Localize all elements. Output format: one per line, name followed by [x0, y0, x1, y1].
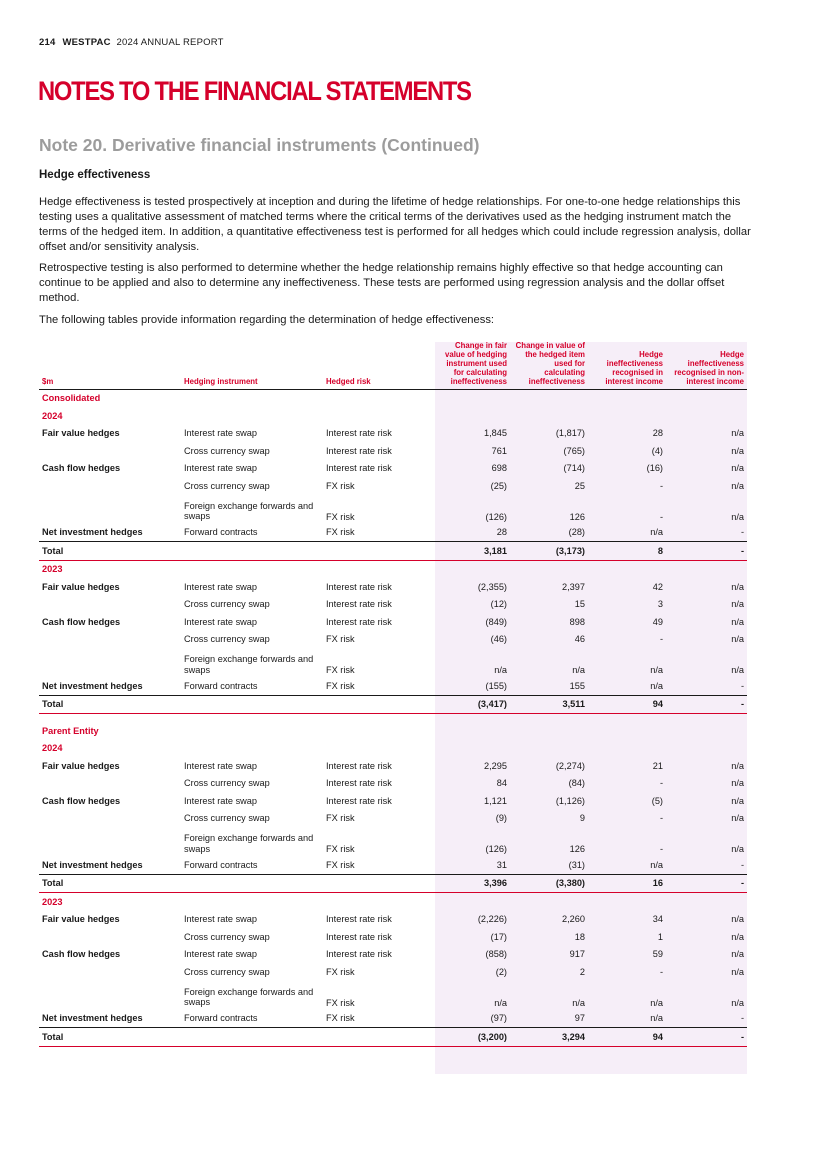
hedging-instrument-cell: Forward contracts: [184, 1013, 258, 1024]
empty-cell: [666, 740, 747, 758]
section-title: NOTES TO THE FINANCIAL STATEMENTS: [38, 76, 471, 106]
section-label: 2024: [42, 743, 63, 754]
interest-income-cell: -: [659, 634, 663, 645]
hedged-item-change-cell: 18: [574, 931, 585, 942]
non-interest-income-cell: n/a: [731, 795, 744, 806]
row-label: Cash flow hedges: [42, 616, 121, 627]
hedged-item-change-cell: (714): [563, 463, 585, 474]
fair-value-change-cell: (858): [485, 949, 507, 960]
hedged-item-change-cell: (3,380): [510, 874, 588, 893]
row-label: [39, 631, 181, 649]
interest-income-cell: n/a: [650, 859, 663, 870]
hedging-instrument-cell: Foreign exchange forwards and swaps: [184, 833, 314, 854]
hedging-instrument-cell: Foreign exchange forwards and swaps: [184, 654, 314, 675]
subheading: Hedge effectiveness: [39, 169, 151, 181]
row-label: [39, 928, 181, 946]
hedging-instrument-cell: Cross currency swap: [184, 931, 270, 942]
hedged-item-change-cell: 917: [569, 949, 585, 960]
row-label: Net investment hedges: [42, 527, 143, 538]
hedged-item-change-cell: 126: [569, 844, 585, 855]
hedged-risk-cell: FX risk: [326, 859, 355, 870]
non-interest-income-cell: -: [740, 1013, 744, 1024]
hedged-risk-cell: Interest rate risk: [326, 581, 392, 592]
total-row: [39, 1028, 747, 1047]
empty-cell: [510, 560, 588, 578]
table-row: [39, 981, 747, 1010]
row-label: Fair value hedges: [42, 581, 120, 592]
fair-value-change-cell: (97): [490, 1013, 507, 1024]
fair-value-change-cell: (155): [485, 680, 507, 691]
hedging-instrument-cell: Cross currency swap: [184, 599, 270, 610]
total-row: [39, 695, 747, 714]
hedging-instrument-cell: Forward contracts: [184, 680, 258, 691]
non-interest-income-cell: -: [666, 874, 747, 893]
fair-value-change-cell: (126): [485, 511, 507, 522]
hedged-risk-cell: Interest rate risk: [326, 445, 392, 456]
header-ineffectiveness-non-interest-income: Hedge ineffectiveness recognised in non-interest income: [666, 342, 747, 389]
hedged-risk-cell: FX risk: [326, 1013, 355, 1024]
section-label-row: [39, 740, 747, 758]
hedged-risk-cell: [323, 542, 436, 561]
hedging-instrument-cell: [181, 874, 323, 893]
spacer-cell: [39, 714, 747, 723]
hedging-instrument-cell: Forward contracts: [184, 859, 258, 870]
fair-value-change-cell: 1,121: [484, 795, 507, 806]
row-label: Fair value hedges: [42, 760, 120, 771]
row-label: Total: [39, 1028, 181, 1047]
fair-value-change-cell: (3,417): [436, 695, 510, 714]
interest-income-cell: 34: [652, 914, 663, 925]
hedged-item-change-cell: (765): [563, 445, 585, 456]
table-row: [39, 442, 747, 460]
non-interest-income-cell: n/a: [731, 511, 744, 522]
table-row: [39, 524, 747, 542]
interest-income-cell: (4): [651, 445, 663, 456]
header-change-fair-value-instrument: Change in fair value of hedging instrument used for calculating ineffectiveness: [436, 342, 510, 389]
row-label: [39, 963, 181, 981]
empty-cell: [666, 389, 747, 407]
non-interest-income-cell: n/a: [731, 634, 744, 645]
fair-value-change-cell: n/a: [494, 997, 507, 1008]
report-name: 2024 ANNUAL REPORT: [116, 37, 224, 48]
non-interest-income-cell: n/a: [731, 463, 744, 474]
hedged-risk-cell: FX risk: [326, 480, 355, 491]
hedged-item-change-cell: 46: [574, 634, 585, 645]
hedged-risk-cell: Interest rate risk: [326, 949, 392, 960]
hedged-risk-cell: FX risk: [326, 680, 355, 691]
hedging-instrument-cell: Foreign exchange forwards and swaps: [184, 500, 314, 522]
row-label: [39, 596, 181, 614]
row-label: Cash flow hedges: [42, 795, 121, 806]
table-row: [39, 613, 747, 631]
interest-income-cell: n/a: [650, 1013, 663, 1024]
header-hedging-instrument: Hedging instrument: [181, 342, 323, 389]
non-interest-income-cell: n/a: [731, 778, 744, 789]
non-interest-income-cell: n/a: [731, 813, 744, 824]
hedged-item-change-cell: n/a: [572, 665, 585, 676]
hedged-risk-cell: Interest rate risk: [326, 914, 392, 925]
non-interest-income-cell: -: [740, 859, 744, 870]
interest-income-cell: n/a: [650, 997, 663, 1008]
empty-cell: [588, 389, 666, 407]
empty-cell: [666, 407, 747, 425]
section-label: Consolidated: [42, 393, 101, 404]
hedged-risk-cell: Interest rate risk: [326, 778, 392, 789]
hedged-item-change-cell: (1,126): [555, 795, 585, 806]
hedged-item-change-cell: 155: [569, 680, 585, 691]
row-label: [39, 981, 181, 1010]
empty-cell: [588, 722, 666, 740]
empty-cell: [436, 893, 510, 911]
fair-value-change-cell: (126): [485, 844, 507, 855]
hedged-item-change-cell: 126: [569, 511, 585, 522]
hedging-instrument-cell: Cross currency swap: [184, 778, 270, 789]
row-label: [39, 827, 181, 856]
hedged-item-change-cell: 97: [574, 1013, 585, 1024]
hedged-item-change-cell: (84): [568, 778, 585, 789]
row-label: Total: [39, 542, 181, 561]
non-interest-income-cell: n/a: [731, 844, 744, 855]
fair-value-change-cell: (25): [490, 480, 507, 491]
hedging-instrument-cell: Interest rate swap: [184, 795, 258, 806]
row-label: Cash flow hedges: [42, 949, 121, 960]
fair-value-change-cell: (46): [490, 634, 507, 645]
interest-income-cell: 49: [652, 616, 663, 627]
hedged-risk-cell: Interest rate risk: [326, 616, 392, 627]
interest-income-cell: n/a: [650, 527, 663, 538]
interest-income-cell: 94: [588, 695, 666, 714]
hedging-instrument-cell: Foreign exchange forwards and swaps: [184, 986, 314, 1008]
hedged-item-change-cell: 2,260: [562, 914, 585, 925]
total-row: [39, 542, 747, 561]
paragraph-1: Hedge effectiveness is tested prospectively at inception and during the lifetime of hedge relationships. For one-to-one hedge relationships this testing uses a qualitative assessment of matched terms where the critical terms of the derivatives used as the hedging instrument match the terms of the hedged item. In addition, a quantitative effectiveness test is performed for all hedges which could include regression analysis, dollar offset and/or sensitivity analysis.: [39, 196, 751, 253]
page-number: 214: [39, 37, 56, 48]
header-hedged-risk: Hedged risk: [323, 342, 436, 389]
hedging-instrument-cell: [181, 695, 323, 714]
table-row: [39, 425, 747, 443]
hedged-risk-cell: FX risk: [326, 634, 355, 645]
hedged-risk-cell: Interest rate risk: [326, 931, 392, 942]
table-row: [39, 963, 747, 981]
table-row: [39, 792, 747, 810]
non-interest-income-cell: -: [666, 1028, 747, 1047]
empty-cell: [588, 893, 666, 911]
hedged-item-change-cell: n/a: [572, 997, 585, 1008]
row-label: [39, 775, 181, 793]
interest-income-cell: 94: [588, 1028, 666, 1047]
empty-cell: [510, 722, 588, 740]
hedged-item-change-cell: 3,511: [510, 695, 588, 714]
empty-cell: [436, 389, 510, 407]
non-interest-income-cell: n/a: [731, 966, 744, 977]
hedged-risk-cell: FX risk: [326, 966, 355, 977]
hedging-instrument-cell: Cross currency swap: [184, 480, 270, 491]
row-label: [39, 477, 181, 495]
fair-value-change-cell: (17): [490, 931, 507, 942]
hedged-risk-cell: Interest rate risk: [326, 428, 392, 439]
table-row: [39, 911, 747, 929]
hedged-item-change-cell: 2: [579, 966, 585, 977]
fair-value-change-cell: (3,200): [436, 1028, 510, 1047]
empty-cell: [510, 407, 588, 425]
hedged-item-change-cell: 2,397: [562, 581, 585, 592]
table-row: [39, 757, 747, 775]
fair-value-change-cell: 31: [496, 859, 507, 870]
hedged-item-change-cell: (28): [568, 527, 585, 538]
hedged-item-change-cell: 15: [574, 599, 585, 610]
empty-cell: [436, 722, 510, 740]
interest-income-cell: n/a: [650, 665, 663, 676]
row-label: Fair value hedges: [42, 428, 120, 439]
hedging-instrument-cell: Interest rate swap: [184, 616, 258, 627]
hedged-item-change-cell: (1,817): [555, 428, 585, 439]
fair-value-change-cell: 2,295: [484, 760, 507, 771]
hedging-instrument-cell: Interest rate swap: [184, 949, 258, 960]
non-interest-income-cell: -: [740, 527, 744, 538]
section-label-row: [39, 722, 747, 740]
brand-name: WESTPAC: [62, 37, 111, 48]
empty-cell: [588, 407, 666, 425]
hedged-risk-cell: FX risk: [326, 511, 355, 522]
table-row: [39, 1010, 747, 1028]
row-label: [39, 442, 181, 460]
interest-income-cell: (5): [651, 795, 663, 806]
row-label: Net investment hedges: [42, 1013, 143, 1024]
row-label: [39, 648, 181, 677]
empty-cell: [510, 740, 588, 758]
non-interest-income-cell: n/a: [731, 760, 744, 771]
hedged-risk-cell: FX risk: [326, 813, 355, 824]
page-header: [39, 37, 224, 48]
note-title: Note 20. Derivative financial instruments (Continued): [39, 135, 480, 155]
hedge-effectiveness-table: [39, 342, 747, 1047]
section-label: 2023: [42, 896, 63, 907]
interest-income-cell: -: [659, 966, 663, 977]
hedged-item-change-cell: (2,274): [555, 760, 585, 771]
hedged-risk-cell: FX risk: [326, 527, 355, 538]
section-label: 2023: [42, 564, 63, 575]
hedged-risk-cell: FX risk: [326, 997, 355, 1008]
table-row: [39, 460, 747, 478]
non-interest-income-cell: n/a: [731, 931, 744, 942]
fair-value-change-cell: 28: [496, 527, 507, 538]
interest-income-cell: -: [659, 844, 663, 855]
interest-income-cell: 42: [652, 581, 663, 592]
hedged-item-change-cell: 25: [574, 480, 585, 491]
table-row: [39, 677, 747, 695]
table-row: [39, 495, 747, 524]
hedged-risk-cell: Interest rate risk: [326, 760, 392, 771]
empty-cell: [588, 740, 666, 758]
row-label: [39, 810, 181, 828]
section-label-row: [39, 893, 747, 911]
fair-value-change-cell: (12): [490, 599, 507, 610]
table-body: [39, 389, 747, 1046]
hedging-instrument-cell: Cross currency swap: [184, 445, 270, 456]
table-row: [39, 648, 747, 677]
table-header-row: [39, 342, 747, 389]
empty-cell: [666, 722, 747, 740]
row-label: Net investment hedges: [42, 859, 143, 870]
interest-income-cell: -: [659, 778, 663, 789]
hedging-instrument-cell: Interest rate swap: [184, 428, 258, 439]
interest-income-cell: -: [659, 813, 663, 824]
interest-income-cell: n/a: [650, 680, 663, 691]
table-row: [39, 827, 747, 856]
hedged-risk-cell: FX risk: [326, 665, 355, 676]
hedging-instrument-cell: [181, 542, 323, 561]
fair-value-change-cell: 1,845: [484, 428, 507, 439]
hedging-instrument-cell: Interest rate swap: [184, 914, 258, 925]
hedged-item-change-cell: 9: [579, 813, 585, 824]
header-ineffectiveness-interest-income: Hedge ineffectiveness recognised in interest income: [588, 342, 666, 389]
hedging-instrument-cell: Interest rate swap: [184, 463, 258, 474]
row-label: Total: [39, 695, 181, 714]
non-interest-income-cell: n/a: [731, 997, 744, 1008]
fair-value-change-cell: (2): [495, 966, 507, 977]
section-label-row: [39, 389, 747, 407]
hedged-item-change-cell: (3,173): [510, 542, 588, 561]
empty-cell: [510, 893, 588, 911]
empty-cell: [436, 560, 510, 578]
interest-income-cell: 21: [652, 760, 663, 771]
non-interest-income-cell: -: [666, 542, 747, 561]
hedging-instrument-cell: Forward contracts: [184, 527, 258, 538]
hedging-instrument-cell: Interest rate swap: [184, 760, 258, 771]
non-interest-income-cell: n/a: [731, 581, 744, 592]
hedged-risk-cell: [323, 1028, 436, 1047]
hedged-risk-cell: [323, 874, 436, 893]
hedging-instrument-cell: Interest rate swap: [184, 581, 258, 592]
hedging-instrument-cell: [181, 1028, 323, 1047]
non-interest-income-cell: -: [666, 695, 747, 714]
fair-value-change-cell: n/a: [494, 665, 507, 676]
row-label: Cash flow hedges: [42, 463, 121, 474]
interest-income-cell: (16): [646, 463, 663, 474]
empty-cell: [436, 407, 510, 425]
empty-cell: [666, 893, 747, 911]
total-row: [39, 874, 747, 893]
section-label: Parent Entity: [42, 725, 99, 736]
hedging-instrument-cell: Cross currency swap: [184, 634, 270, 645]
paragraph-3: The following tables provide information regarding the determination of hedge effectiveness:: [39, 314, 495, 326]
fair-value-change-cell: (9): [495, 813, 507, 824]
empty-cell: [588, 560, 666, 578]
header-change-value-hedged-item: Change in value of the hedged item used for calculating ineffectiveness: [510, 342, 588, 389]
fair-value-change-cell: 3,181: [436, 542, 510, 561]
interest-income-cell: -: [659, 511, 663, 522]
row-label: Net investment hedges: [42, 680, 143, 691]
fair-value-change-cell: (2,226): [477, 914, 507, 925]
non-interest-income-cell: n/a: [731, 665, 744, 676]
row-label: [39, 495, 181, 524]
interest-income-cell: 59: [652, 949, 663, 960]
empty-cell: [510, 389, 588, 407]
fair-value-change-cell: 761: [491, 445, 507, 456]
fair-value-change-cell: 84: [496, 778, 507, 789]
section-label: 2024: [42, 410, 63, 421]
hedged-risk-cell: Interest rate risk: [326, 599, 392, 610]
hedged-risk-cell: [323, 695, 436, 714]
table-row: [39, 578, 747, 596]
empty-cell: [666, 560, 747, 578]
hedging-instrument-cell: Cross currency swap: [184, 966, 270, 977]
hedged-item-change-cell: (31): [568, 859, 585, 870]
interest-income-cell: 3: [657, 599, 663, 610]
non-interest-income-cell: -: [740, 680, 744, 691]
hedged-item-change-cell: 898: [569, 616, 585, 627]
empty-cell: [436, 740, 510, 758]
table-row: [39, 477, 747, 495]
hedged-risk-cell: Interest rate risk: [326, 463, 392, 474]
fair-value-change-cell: (2,355): [477, 581, 507, 592]
paragraph-2: Retrospective testing is also performed to determine whether the hedge relationship remains highly effective so that hedge accounting can continue to be applied and also to determine any ineffectiveness. These tests are performed using regression analysis and the dollar offset method.: [39, 262, 725, 304]
fair-value-change-cell: 698: [491, 463, 507, 474]
table-row: [39, 631, 747, 649]
table-row: [39, 928, 747, 946]
hedging-instrument-cell: Cross currency swap: [184, 813, 270, 824]
non-interest-income-cell: n/a: [731, 428, 744, 439]
interest-income-cell: 28: [652, 428, 663, 439]
hedged-item-change-cell: 3,294: [510, 1028, 588, 1047]
section-label-row: [39, 560, 747, 578]
interest-income-cell: -: [659, 480, 663, 491]
table-row: [39, 596, 747, 614]
non-interest-income-cell: n/a: [731, 445, 744, 456]
table-row: [39, 856, 747, 874]
fair-value-change-cell: (849): [485, 616, 507, 627]
row-label: Fair value hedges: [42, 914, 120, 925]
table-row: [39, 810, 747, 828]
interest-income-cell: 16: [588, 874, 666, 893]
section-label-row: [39, 407, 747, 425]
non-interest-income-cell: n/a: [731, 599, 744, 610]
non-interest-income-cell: n/a: [731, 616, 744, 627]
hedged-risk-cell: FX risk: [326, 844, 355, 855]
non-interest-income-cell: n/a: [731, 480, 744, 491]
interest-income-cell: 8: [588, 542, 666, 561]
row-label: Total: [39, 874, 181, 893]
non-interest-income-cell: n/a: [731, 949, 744, 960]
fair-value-change-cell: 3,396: [436, 874, 510, 893]
spacer-row: [39, 714, 747, 723]
header-unit: $m: [39, 342, 181, 389]
table-row: [39, 946, 747, 964]
non-interest-income-cell: n/a: [731, 914, 744, 925]
hedged-risk-cell: Interest rate risk: [326, 795, 392, 806]
interest-income-cell: 1: [657, 931, 663, 942]
table-row: [39, 775, 747, 793]
